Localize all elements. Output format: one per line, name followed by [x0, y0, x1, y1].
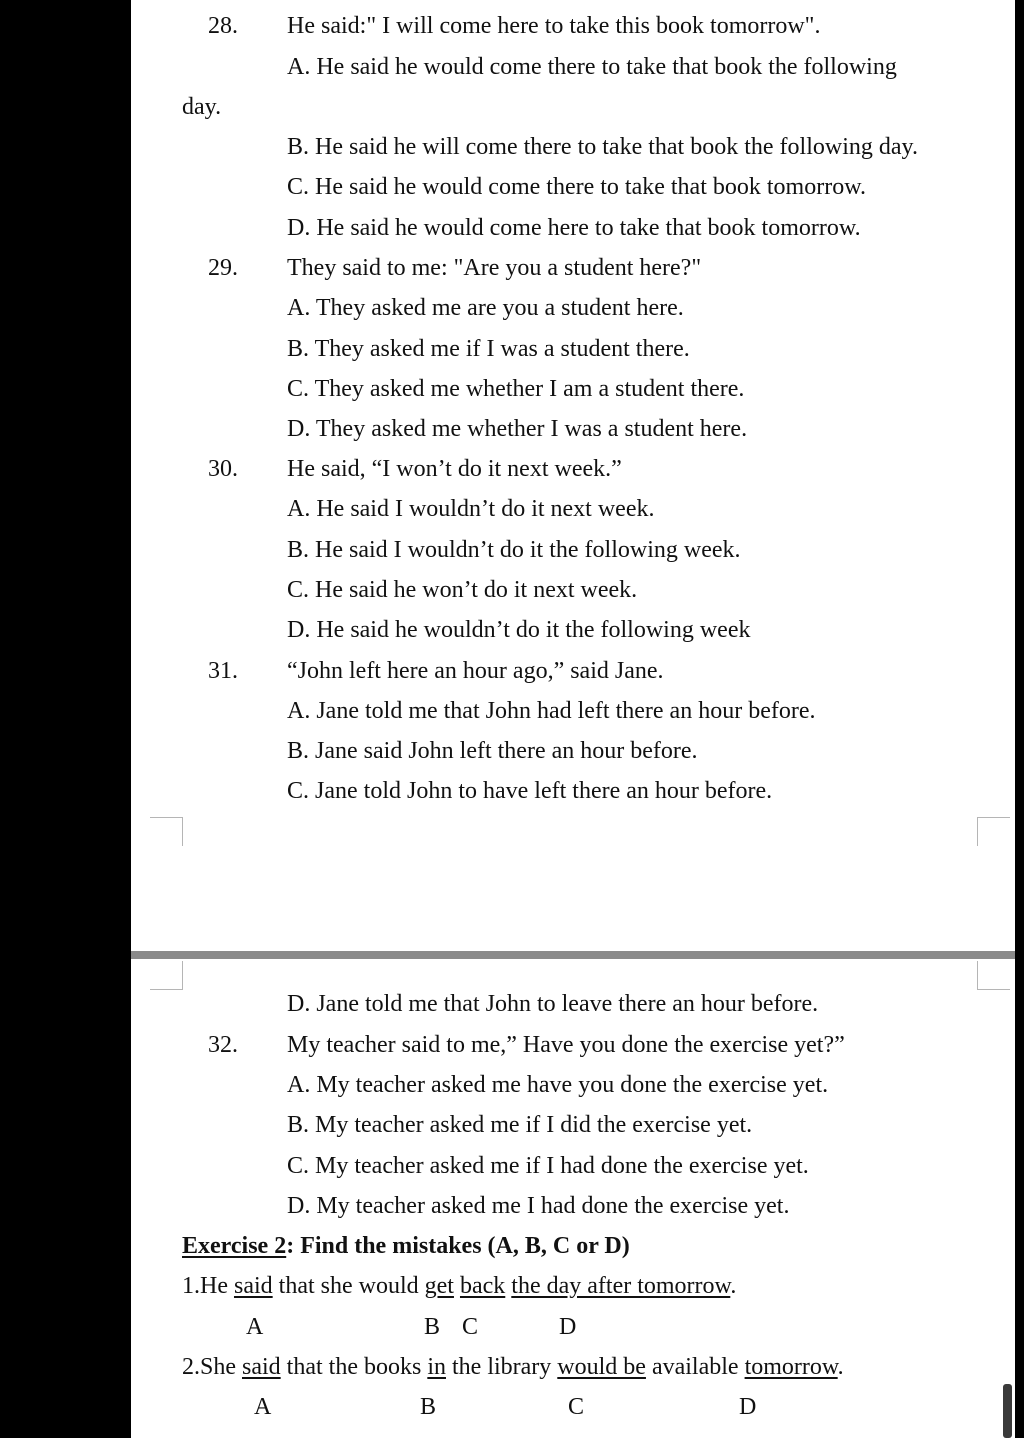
sentence-text: the library — [446, 1354, 558, 1380]
sentence-number: 2. — [182, 1354, 200, 1380]
sentence-text: available — [645, 1354, 745, 1380]
margin-corner-mark — [977, 961, 1010, 990]
option-c: C. My teacher asked me if I had done the exercise yet. — [287, 1153, 809, 1179]
sentence-text: . — [837, 1354, 844, 1380]
option-b: B. He said he will come there to take that book the following day. — [287, 134, 918, 160]
option-d: D. Jane told me that John to leave there an hour before. — [287, 991, 819, 1017]
underlined-part-c: would be — [557, 1354, 646, 1380]
scrollbar-thumb[interactable] — [1003, 1384, 1012, 1438]
margin-corner-mark — [977, 817, 1010, 846]
exercise-heading — [182, 1231, 630, 1261]
sentence-text: He — [200, 1273, 234, 1299]
option-a: A. They asked me are you a student here. — [287, 295, 684, 321]
option-b: B. They asked me if I was a student there. — [287, 336, 690, 362]
option-b: B. My teacher asked me if I did the exercise yet. — [287, 1112, 753, 1138]
mistake-label-a: A — [246, 1314, 264, 1340]
option-a: A. He said I wouldn’t do it next week. — [287, 496, 655, 522]
underlined-part-b: in — [427, 1354, 446, 1380]
question-stem: He said:" I will come here to take this book tomorrow". — [287, 13, 821, 39]
page-separator — [131, 951, 1015, 959]
exercise-label: Exercise 2 — [182, 1233, 287, 1259]
sentence-text: that the books — [280, 1354, 428, 1380]
option-c: C. Jane told John to have left there an hour before. — [287, 778, 773, 804]
mistake-label-d: D — [559, 1314, 577, 1340]
underlined-part-a: said — [242, 1354, 281, 1380]
underlined-part-b: get — [424, 1273, 454, 1299]
margin-corner-mark — [150, 817, 183, 846]
mistake-label-c: C — [462, 1314, 479, 1340]
option-c: C. He said he won’t do it next week. — [287, 577, 638, 603]
question-stem: My teacher said to me,” Have you done the exercise yet?” — [287, 1032, 845, 1058]
question-number: 32. — [208, 1032, 238, 1058]
option-d: D. My teacher asked me I had done the exercise yet. — [287, 1193, 790, 1219]
mistake-label-d: D — [739, 1394, 757, 1420]
sentence-text: . — [730, 1273, 737, 1299]
mistake-label-c: C — [568, 1394, 585, 1420]
underlined-part-c: back — [459, 1273, 506, 1299]
exercise-title: : Find the mistakes (A, B, C or D) — [286, 1233, 630, 1259]
option-d: D. He said he wouldn’t do it the following week — [287, 617, 751, 643]
underlined-part-d: tomorrow — [744, 1354, 838, 1380]
question-number: 30. — [208, 456, 238, 482]
mistake-sentence-1 — [182, 1271, 736, 1301]
sentence-text: that she would — [272, 1273, 425, 1299]
option-a: A. My teacher asked me have you done the exercise yet. — [287, 1072, 829, 1098]
option-a: A. Jane told me that John had left there an hour before. — [287, 698, 816, 724]
option-b: B. Jane said John left there an hour before. — [287, 738, 698, 764]
mistake-sentence-2 — [182, 1352, 844, 1382]
question-stem: He said, “I won’t do it next week.” — [287, 456, 622, 482]
question-stem: They said to me: "Are you a student here?" — [287, 255, 702, 281]
option-c: C. They asked me whether I am a student there. — [287, 376, 745, 402]
margin-corner-mark — [150, 961, 183, 990]
option-d: D. He said he would come here to take that book tomorrow. — [287, 215, 861, 241]
option-c: C. He said he would come there to take that book tomorrow. — [287, 174, 866, 200]
underlined-part-d: the day after tomorrow — [511, 1273, 731, 1299]
sentence-text: She — [200, 1354, 242, 1380]
option-d: D. They asked me whether I was a student here. — [287, 416, 748, 442]
option-a-continued: day. — [182, 94, 222, 120]
option-a: A. He said he would come there to take that book the following — [287, 54, 897, 80]
underlined-part-a: said — [233, 1273, 273, 1299]
question-number: 31. — [208, 658, 238, 684]
question-stem: “John left here an hour ago,” said Jane. — [287, 658, 664, 684]
option-b: B. He said I wouldn’t do it the following week. — [287, 537, 741, 563]
sentence-number: 1. — [182, 1273, 200, 1299]
mistake-label-b: B — [424, 1314, 441, 1340]
question-number: 28. — [208, 13, 238, 39]
question-number: 29. — [208, 255, 238, 281]
mistake-label-b: B — [420, 1394, 437, 1420]
mistake-label-a: A — [254, 1394, 272, 1420]
